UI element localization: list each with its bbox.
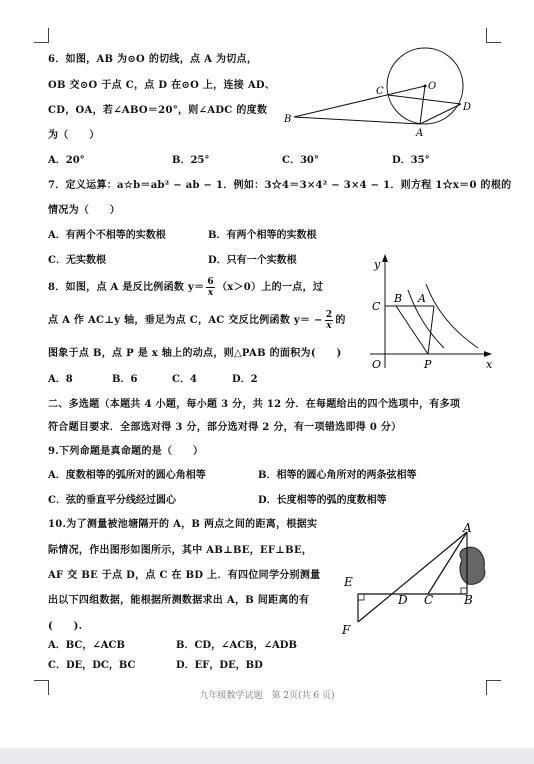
q10-label-d: D [398,593,408,607]
q10-label-e: E [344,575,353,589]
q7-option-b: B．有两个相等的实数根 [208,230,317,241]
q9-line-1: 9.下列命题是真命题的是（ ） [48,446,204,457]
q8-option-b: B．6 [112,374,138,385]
q8-label-o: O [372,358,382,371]
q9-option-d: D．长度相等的弧的度数相等 [258,495,387,506]
q7-option-d: D．只有一个实数根 [208,255,297,266]
q9-option-c: C．弦的垂直平分线经过圆心 [48,495,176,506]
q10-option-d: D．EF，DE，BD [176,660,263,671]
corner-mark-top-left [34,28,49,43]
q8-line-2 [48,310,346,331]
q8-label-c: C [372,300,381,313]
q8-line-3: 图象于点 B，点 P 是 x 轴上的动点，则△PAB 的面积为( ) [48,348,342,359]
q10-option-a: A．BC，∠ACB [48,640,125,651]
q10-line-3: AF 交 BE 于点 D，点 C 在 BD 上．有四位同学分别测量 [48,570,321,581]
q6-option-d: D．35° [392,155,430,166]
q10-line-1: 10.为了测量被池塘隔开的 A，B 两点之间的距离，根据实 [48,519,318,530]
q6-option-b: B．25° [172,155,210,166]
q10-option-c: C．DE，DC，BC [48,660,136,671]
section-2-heading-line-2: 符合题目要求．全部选对得 3 分，部分选对得 2 分，有一项错选即得 0 分） [48,422,402,433]
q8-fraction-2 [325,310,334,331]
q10-line-5: ( ). [48,621,83,632]
q6-option-c: C．30° [282,155,319,166]
q8-option-c: C．4 [172,374,197,385]
q8-line-2-text: 点 A 作 AC⊥y 轴，垂足为点 C，AC 交反比例函数 y＝ − [48,315,323,326]
q8-option-d: D．2 [232,374,258,385]
q6-label-d: D [463,102,472,113]
q10-option-b: B．CD，∠ACB，∠ADB [176,640,297,651]
q6-label-c: C [376,86,384,97]
q6-label-b: B [284,114,292,125]
q6-line-3: CD，OA，若∠ABO＝20°，则∠ADC 的度数 [48,105,268,116]
q7-line-2: 情况为（ ） [48,205,121,216]
q10-label-c: C [424,593,434,607]
q7-option-c: C．无实数根 [48,255,106,266]
q6-label-a: A [416,128,424,139]
q6-line-4: 为（ ） [48,130,100,141]
q10-line-4: 出以下四组数据，能根据所测数据求出 A，B 间距离的有 [48,595,310,606]
q6-circle-figure [280,44,480,140]
q8-fraction-1-denominator: x [207,288,214,298]
q10-pond-figure [338,520,498,640]
page-footer: 九年级数学试题 第 2页(共 6 页) [199,691,335,701]
q8-fraction-2-denominator: x [326,321,332,331]
viewer-bottom-band [0,748,534,764]
q8-line-1-tail: （x＞0）上的一点，过 [216,282,324,293]
q7-option-a: A．有两个不相等的实数根 [48,230,166,241]
q8-fraction-2-numerator: 2 [325,310,333,320]
section-2-heading-line-1: 二、多选题（本题共 4 小题，每小题 3 分，共 12 分．在每题给出的四个选项中，有多项 [48,399,461,410]
q10-label-a: A [463,521,472,535]
q9-option-a: A．度数相等的弧所对的圆心角相等 [48,470,206,481]
q8-line-1-text: 8．如图，点 A 是反比例函数 y＝ [48,282,205,293]
q8-fraction-1-numerator: 6 [207,277,214,287]
q8-option-a: A．8 [48,374,73,385]
q6-line-2: OB 交⊙O 于点 C，点 D 在⊙O 上，连接 AD、 [48,80,276,91]
q10-line-2: 际情况，作出图形如图所示，其中 AB⊥BE，EF⊥BE， [48,545,313,556]
q8-label-p: P [424,358,432,371]
q8-label-y: y [374,258,381,271]
q6-line-1: 6．如图，AB 为⊙O 的切线，点 A 为切点， [48,54,258,65]
q6-label-o: O [428,81,437,92]
q6-option-a: A．20° [48,155,85,166]
q8-label-x: x [486,358,493,371]
q9-option-b: B．相等的圆心角所对的两条弦相等 [258,470,417,481]
corner-mark-top-right [486,28,501,43]
q8-coordinate-figure [360,252,500,376]
q8-fraction-1 [206,277,215,298]
q8-label-a: A [418,292,426,305]
q8-line-1 [48,277,323,298]
q7-line-1: 7．定义运算：a☆b＝ab² − ab − 1．例如：3☆4＝3×4² − 3×4 − 1．则方程 1☆x＝0 的根的 [48,180,512,191]
q8-label-b: B [394,292,403,305]
q10-label-f: F [342,623,351,637]
q8-line-2-tail: 的 [335,315,346,326]
q10-label-b: B [464,593,473,607]
